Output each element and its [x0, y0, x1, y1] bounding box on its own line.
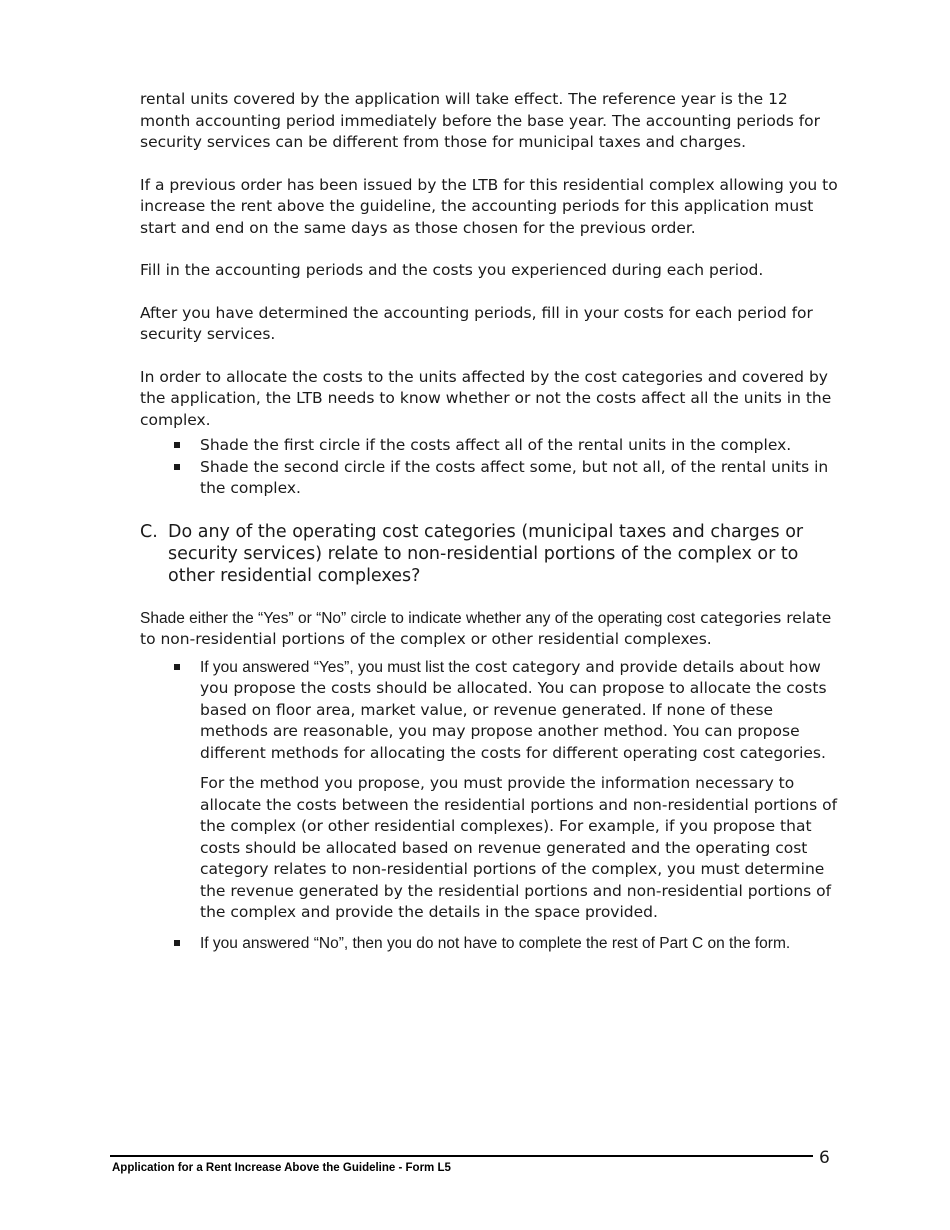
paragraph-shade-yes-no [140, 608, 840, 651]
shade-text-part1: Shade either the “Yes” or “No” circle to indicate whether any of the operating cost [140, 609, 696, 627]
paragraph-allocate-costs: In order to allocate the costs to the units affected by the cost categories and covered by the application, the LTB needs to know whether or not the costs affect all the units in the complex. [140, 367, 832, 429]
bullet-answered-yes [200, 657, 840, 924]
question-letter: C. [140, 521, 158, 542]
footer-rule [110, 1155, 813, 1157]
paragraph-fill-periods: Fill in the accounting periods and the costs you experienced during each period. [140, 261, 764, 279]
paragraph-previous-order: If a previous order has been issued by the LTB for this residential complex allowing you to increase the rent above the guideline, the accounting periods for this application must start and end on the same days as those chosen for the previous order. [140, 175, 838, 237]
bullet-second-circle: Shade the second circle if the costs affect some, but not all, of the rental units in the complex. [200, 457, 840, 500]
question-text: Do any of the operating cost categories (municipal taxes and charges or security services) relate to non-residential portions of the complex or to other residential complexes? [168, 521, 804, 586]
allocation-bullet-list [140, 435, 840, 500]
yes-rest: cost category and provide details about how you propose the costs should be allocated. You can propose to allocate the costs based on floor area, market value, or revenue generated. If none of these methods are reasonable, you may propose another method. You can propose different methods for allocating the costs for different operating cost categories. [200, 657, 827, 762]
page-content [140, 89, 840, 954]
shade-text-part2: categories relate to non-residential portions of the complex or other residential complexes. [140, 608, 832, 648]
answer-bullet-list [140, 657, 840, 955]
page-number: 6 [819, 1148, 830, 1168]
paragraph-fill-costs: After you have determined the accounting periods, fill in your costs for each period for security services. [140, 303, 813, 343]
footer-form-title: Application for a Rent Increase Above the Guideline - Form L5 [112, 1162, 451, 1174]
yes-method-details: For the method you propose, you must provide the information necessary to allocate the costs between the residential portions and non-residential portions of the complex (or other residential complexes). For example, if you propose that costs should be allocated based on revenue generated and the operating cost category relates to non-residential portions of the complex, you must determine the revenue generated by the residential portions and non-residential portions of the complex and provide the details in the space provided. [200, 774, 838, 921]
bullet-first-circle: Shade the first circle if the costs affect all of the rental units in the complex. [200, 435, 840, 457]
yes-lead: If you answered “Yes”, you must list the [200, 658, 470, 676]
question-c-heading [140, 521, 840, 587]
bullet-answered-no: If you answered “No”, then you do not have to complete the rest of Part C on the form. [200, 933, 840, 955]
paragraph-reference-year: rental units covered by the application will take effect. The reference year is the 12 month accounting period immediately before the base year. The accounting periods for security services can be different from those for municipal taxes and charges. [140, 90, 821, 151]
